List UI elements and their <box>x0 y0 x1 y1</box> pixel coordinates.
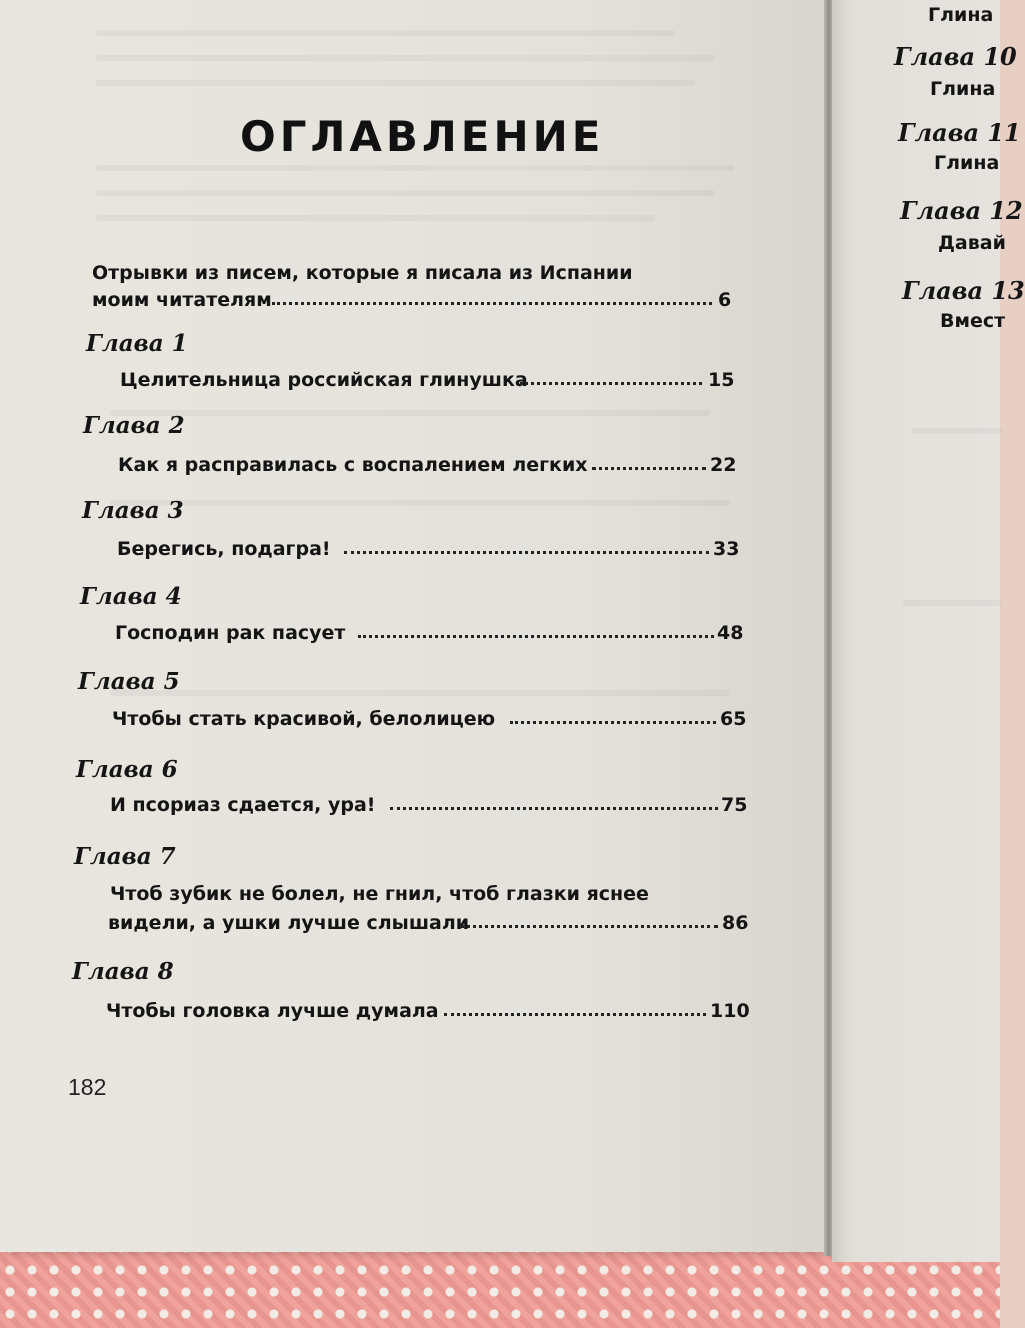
page-folio-number: 182 <box>68 1074 107 1100</box>
bleed-through <box>95 55 715 61</box>
dot-leader <box>510 721 716 724</box>
dot-leader <box>358 635 714 638</box>
bleed-through <box>95 165 735 171</box>
right-chapter-label: Глава 13 <box>902 276 1025 305</box>
bleed-through <box>912 428 1002 434</box>
page-number: 75 <box>721 794 748 816</box>
chapter-title: Берегись, подагра! <box>117 538 331 560</box>
dot-leader <box>390 807 718 810</box>
right-entry-text: Глина <box>934 152 1000 174</box>
bleed-through <box>95 215 655 221</box>
bleed-through <box>95 30 675 36</box>
page-number: 65 <box>720 708 747 730</box>
right-entry-text: Глина <box>928 4 994 26</box>
page-number: 110 <box>710 1000 750 1022</box>
chapter-label: Глава 6 <box>76 756 178 783</box>
page-number: 22 <box>710 454 737 476</box>
right-entry-text: Давай <box>938 232 1006 254</box>
chapter-label: Глава 4 <box>80 583 182 610</box>
chapter-title: Господин рак пасует <box>115 622 346 644</box>
page-title: ОГЛАВЛЕНИЕ <box>240 112 605 161</box>
toc-intro-line1: Отрывки из писем, которые я писала из Испании <box>92 262 633 284</box>
right-entry-text: Глина <box>930 78 996 100</box>
bleed-through <box>95 190 715 196</box>
toc-intro-line2: моим читателям <box>92 289 272 311</box>
chapter-title: И псориаз сдается, ура! <box>110 794 376 816</box>
bleed-through <box>95 80 695 86</box>
dot-leader <box>592 467 706 470</box>
chapter-title: Как я расправилась с воспалением легких <box>118 454 588 476</box>
right-chapter-label: Глава 12 <box>900 196 1023 225</box>
page-number: 15 <box>708 369 735 391</box>
page-number: 48 <box>717 622 744 644</box>
chapter-label: Глава 2 <box>83 412 185 439</box>
chapter-label: Глава 1 <box>86 330 188 357</box>
right-page <box>832 0 1025 1262</box>
chapter-label: Глава 5 <box>78 668 180 695</box>
chapter-title: Чтобы стать красивой, белолицею <box>112 708 496 730</box>
dot-leader <box>344 551 709 554</box>
dot-leader <box>444 1013 706 1016</box>
bleed-through <box>110 500 730 506</box>
right-chapter-label: Глава 11 <box>898 118 1021 147</box>
bleed-through <box>110 410 710 416</box>
chapter-title: видели, а ушки лучше слышали <box>108 912 470 934</box>
chapter-title: Чтобы головка лучше думала <box>106 1000 439 1022</box>
dot-leader <box>520 382 702 385</box>
chapter-label: Глава 3 <box>82 497 184 524</box>
bleed-through <box>902 600 1002 606</box>
chapter-title: Целительница российская глинушка <box>120 369 528 391</box>
chapter-title-line1: Чтоб зубик не болел, не гнил, чтоб глазки яснее <box>110 883 649 905</box>
right-chapter-label: Глава 10 <box>894 42 1017 71</box>
dot-leader <box>460 925 718 928</box>
right-entry-text: Вмест <box>940 310 1006 332</box>
dot-leader <box>272 302 712 305</box>
page-number: 33 <box>713 538 740 560</box>
chapter-label: Глава 7 <box>74 843 176 870</box>
bleed-through <box>110 690 730 696</box>
chapter-label: Глава 8 <box>72 958 174 985</box>
page-number: 86 <box>722 912 749 934</box>
page-number: 6 <box>718 289 732 311</box>
